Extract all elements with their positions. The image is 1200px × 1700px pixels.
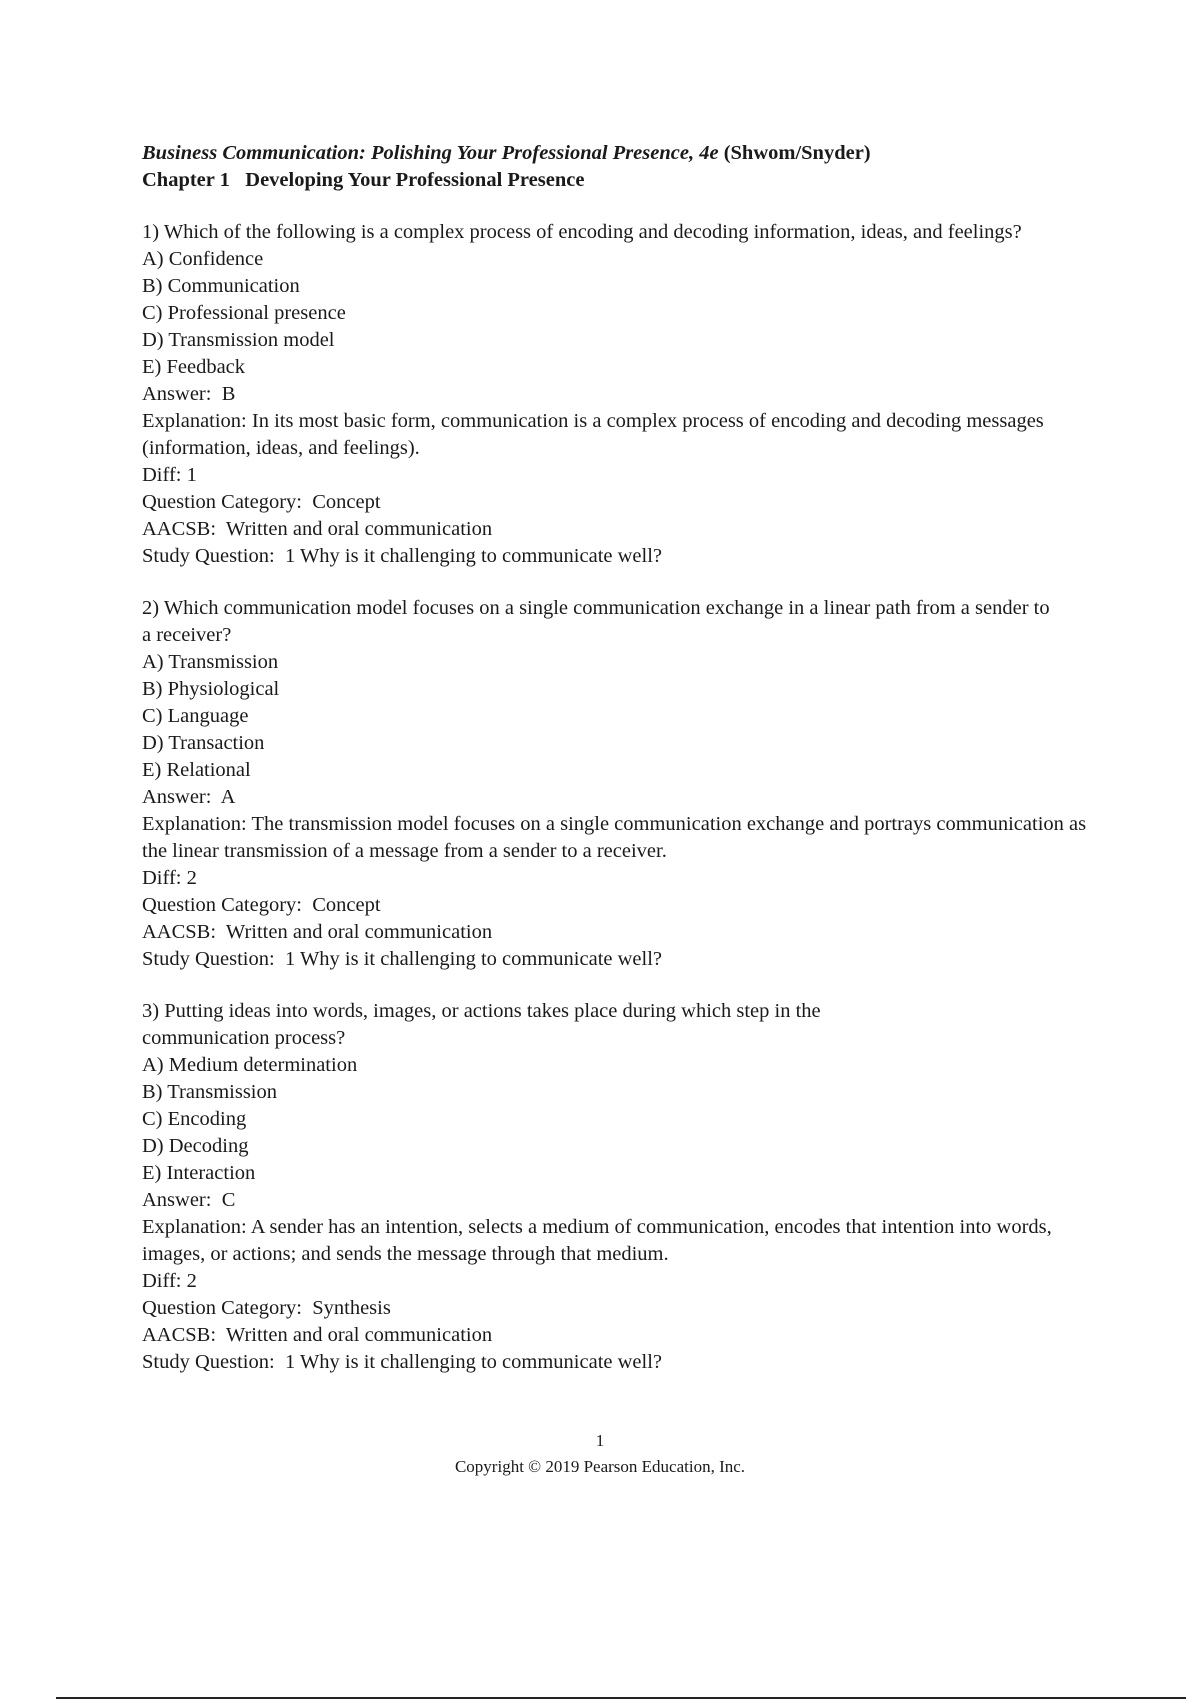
answer-option: C) Professional presence xyxy=(142,302,346,324)
answer-option: B) Transmission xyxy=(142,1081,278,1103)
answer-option: E) Feedback xyxy=(142,356,246,378)
question-category: Question Category: Concept xyxy=(142,894,381,916)
page-number: 1 xyxy=(595,1431,605,1450)
chapter-title: Chapter 1 Developing Your Professional Presence xyxy=(142,169,585,191)
question-prompt: 2) Which communication model focuses on a single communication exchange in a linear path from a sender to a receiver? xyxy=(142,597,1050,646)
aacsb-standard: AACSB: Written and oral communication xyxy=(142,518,493,540)
document-header xyxy=(142,140,1082,194)
answer-option: D) Transaction xyxy=(142,732,265,754)
question-category: Question Category: Synthesis xyxy=(142,1297,391,1319)
difficulty: Diff: 2 xyxy=(142,1270,197,1292)
correct-answer: Answer: B xyxy=(142,383,236,405)
difficulty: Diff: 2 xyxy=(142,867,197,889)
difficulty: Diff: 1 xyxy=(142,464,197,486)
question-category: Question Category: Concept xyxy=(142,491,381,513)
explanation: Explanation: A sender has an intention, selects a medium of communication, encodes that intention into words, images, or actions; and sends the message through that medium. xyxy=(142,1216,1052,1265)
explanation: Explanation: The transmission model focuses on a single communication exchange and portrays communication as the linear transmission of a message from a sender to a receiver. xyxy=(142,813,1087,862)
answer-option: B) Communication xyxy=(142,275,300,297)
correct-answer: Answer: A xyxy=(142,786,236,808)
answer-option: A) Medium determination xyxy=(142,1054,358,1076)
bottom-divider xyxy=(56,1697,1186,1699)
study-question: Study Question: 1 Why is it challenging to communicate well? xyxy=(142,1351,663,1373)
answer-option: C) Language xyxy=(142,705,249,727)
answer-option: A) Transmission xyxy=(142,651,279,673)
answer-option: D) Decoding xyxy=(142,1135,249,1157)
question-2 xyxy=(142,595,1087,973)
aacsb-standard: AACSB: Written and oral communication xyxy=(142,1324,493,1346)
answer-option: A) Confidence xyxy=(142,248,264,270)
copyright-notice: Copyright © 2019 Pearson Education, Inc. xyxy=(454,1457,746,1476)
correct-answer: Answer: C xyxy=(142,1189,236,1211)
document-page xyxy=(142,140,1087,1376)
study-question: Study Question: 1 Why is it challenging to communicate well? xyxy=(142,545,663,567)
book-authors: (Shwom/Snyder) xyxy=(723,142,871,164)
question-1 xyxy=(142,219,1082,570)
answer-option: E) Interaction xyxy=(142,1162,256,1184)
title-line xyxy=(142,140,1082,167)
question-prompt: 3) Putting ideas into words, images, or actions takes place during which step in the communication process? xyxy=(142,1000,821,1049)
answer-option: B) Physiological xyxy=(142,678,280,700)
study-question: Study Question: 1 Why is it challenging to communicate well? xyxy=(142,948,663,970)
explanation: Explanation: In its most basic form, communication is a complex process of encoding and decoding messages (information, ideas, and feelings). xyxy=(142,410,1044,459)
aacsb-standard: AACSB: Written and oral communication xyxy=(142,921,493,943)
answer-option: E) Relational xyxy=(142,759,251,781)
book-title: Business Communication: Polishing Your Professional Presence, 4e xyxy=(142,142,719,164)
answer-option: D) Transmission model xyxy=(142,329,335,351)
question-prompt: 1) Which of the following is a complex process of encoding and decoding information, ideas, and feelings? xyxy=(142,221,1022,243)
question-3 xyxy=(142,998,1082,1376)
answer-option: C) Encoding xyxy=(142,1108,247,1130)
